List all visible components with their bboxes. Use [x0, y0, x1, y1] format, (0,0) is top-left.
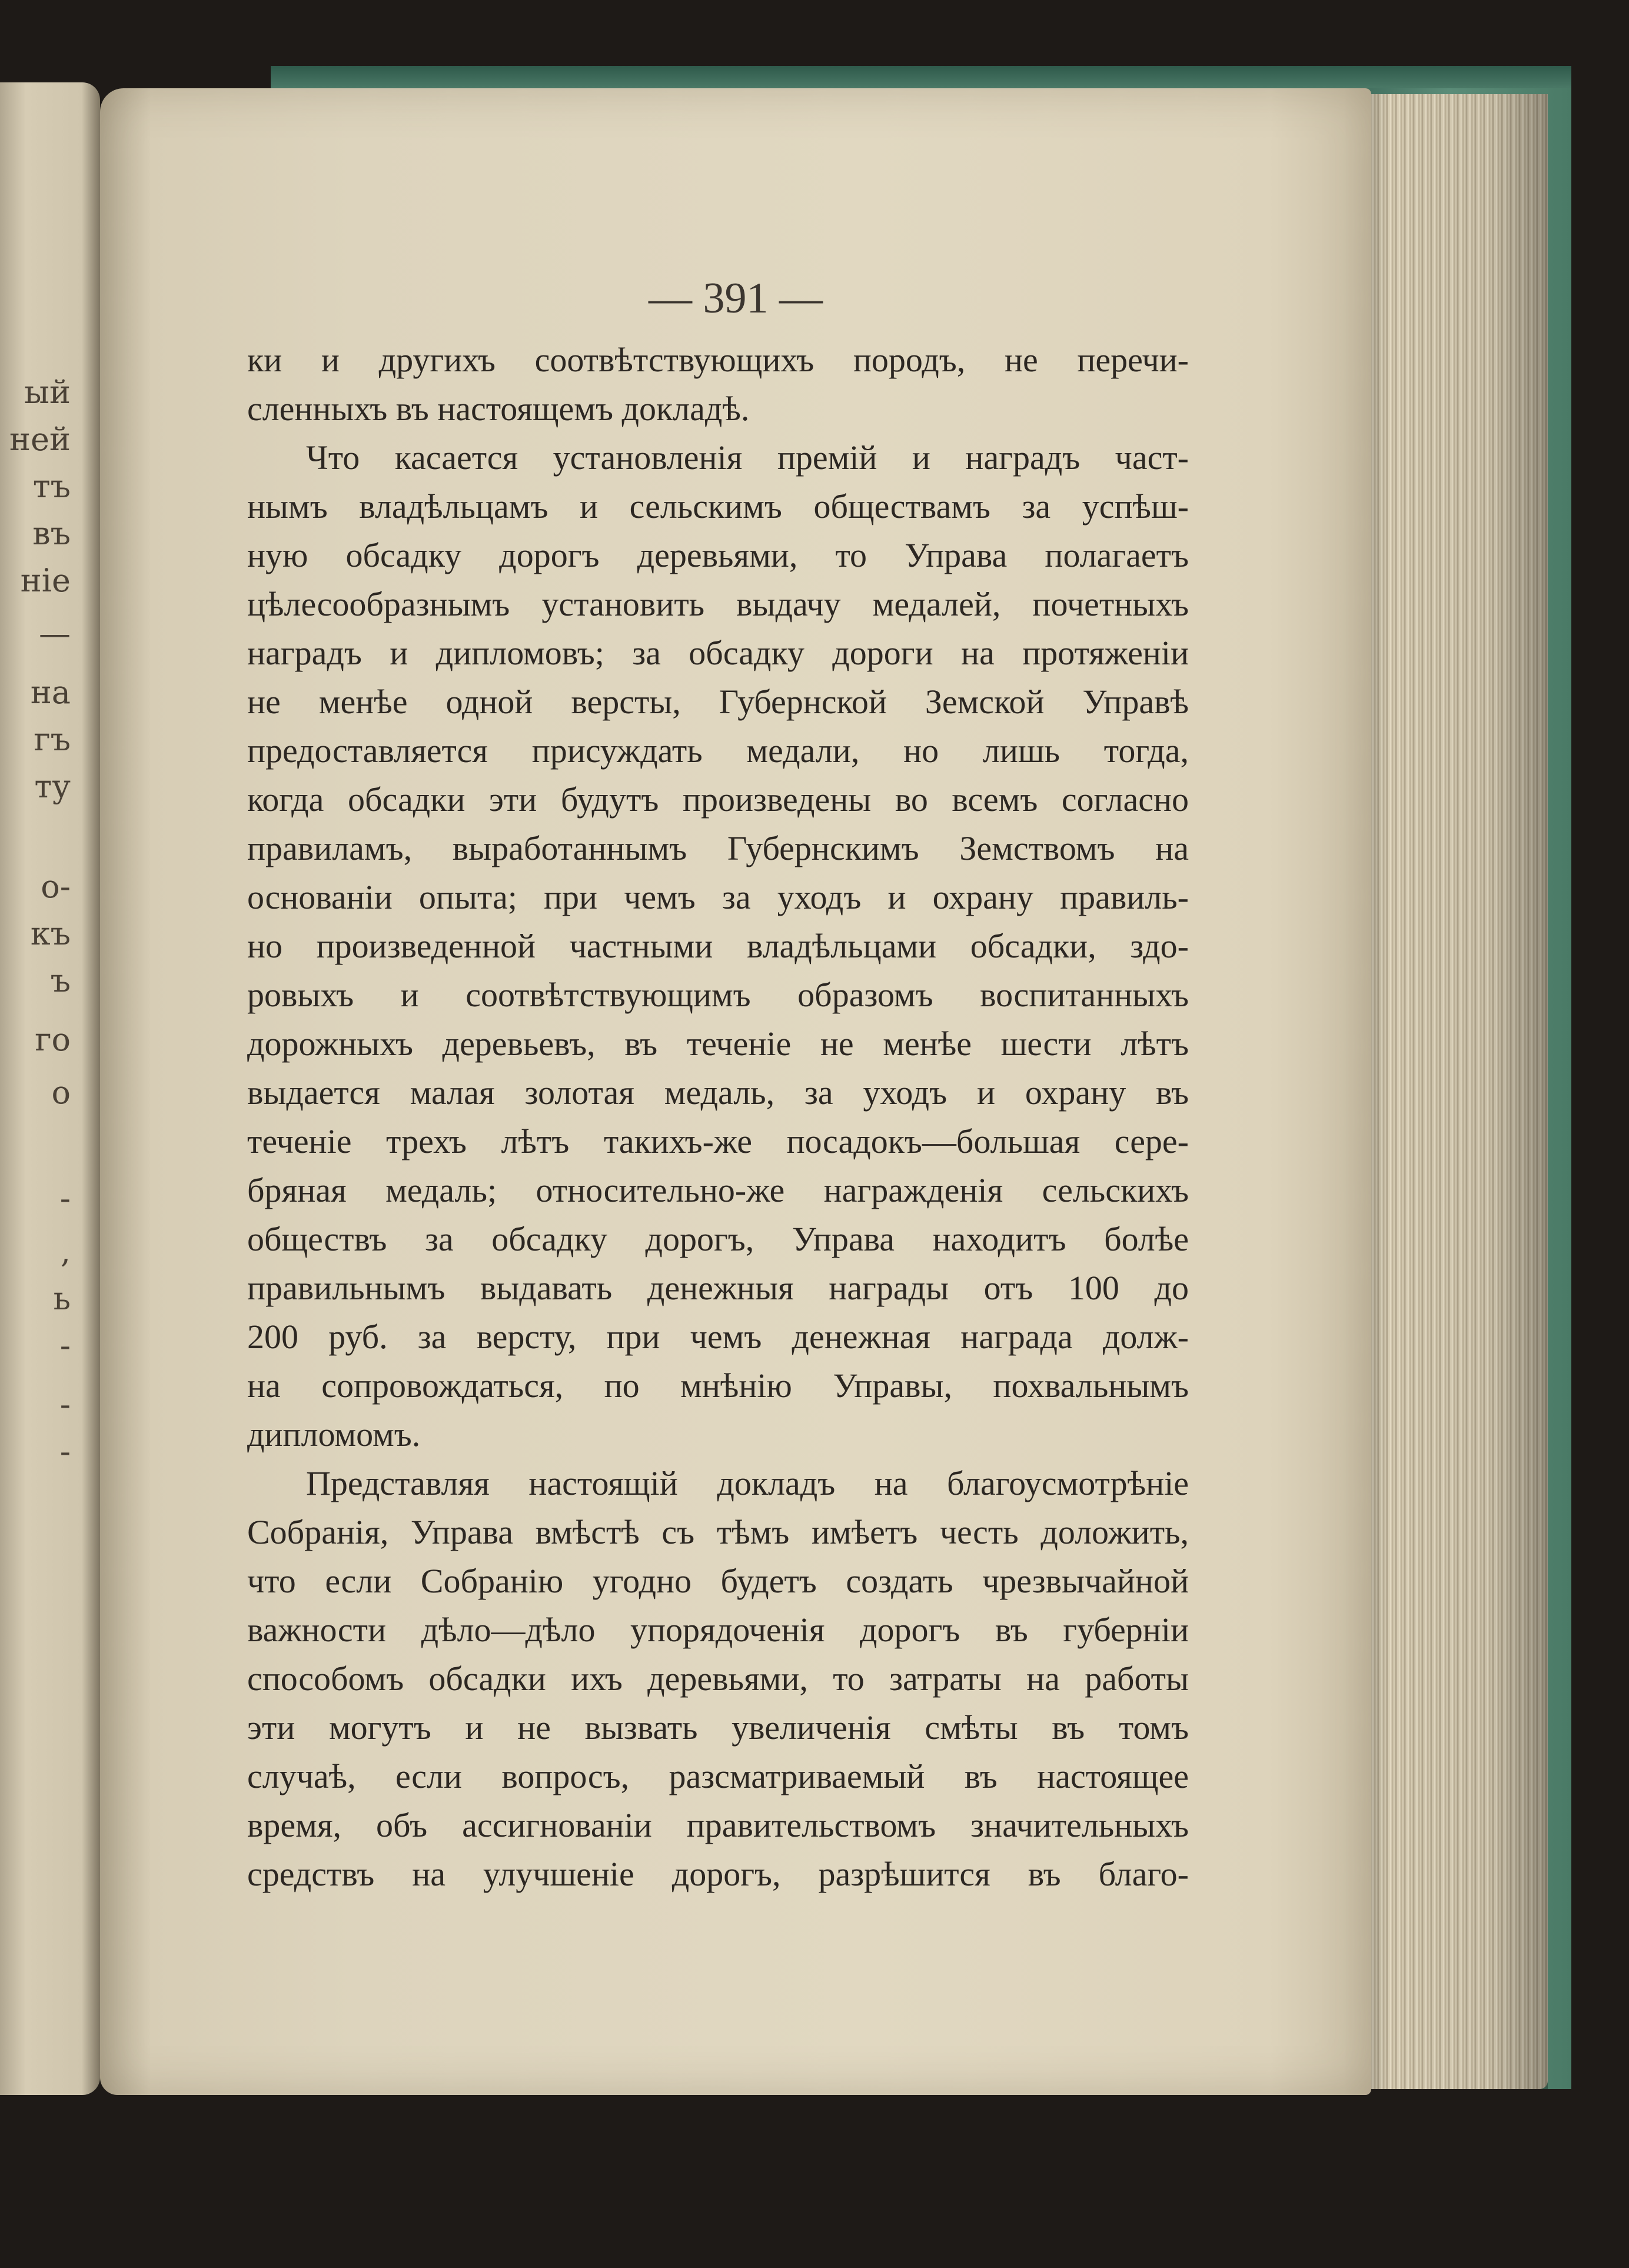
page-number: — 391 —	[649, 274, 823, 322]
text-line: эти могутъ и не вызвать увеличенія смѣты въ томъ	[247, 1708, 1189, 1747]
left-page-fragment: о	[51, 1074, 71, 1111]
left-page	[0, 82, 100, 2095]
text-line: наградъ и дипломовъ; за обсадку дороги на протяженіи	[247, 634, 1189, 672]
text-line: дипломомъ.	[247, 1415, 421, 1454]
text-line: обществъ за обсадку дорогъ, Управа находитъ болѣе	[247, 1220, 1189, 1258]
text-line: случаѣ, если вопросъ, разсматриваемый въ настоящее	[247, 1757, 1189, 1795]
left-page-fragment: ъ	[50, 962, 71, 999]
left-page-fragment: гъ	[34, 721, 71, 758]
text-line: сленныхъ въ настоящемъ докладѣ.	[247, 390, 750, 428]
left-page-fragment: ней	[9, 421, 71, 458]
page-text	[247, 335, 1189, 1898]
left-page-fragment: въ	[32, 515, 71, 552]
left-page-fragment: ый	[24, 374, 71, 411]
text-line: когда обсадки эти будутъ произведены во всемъ согласно	[247, 780, 1189, 819]
left-page-fragment: -	[59, 1386, 71, 1423]
text-line: Собранія, Управа вмѣстѣ съ тѣмъ имѣетъ честь доложить,	[247, 1513, 1189, 1551]
text-line: но произведенной частными владѣльцами обсадки, здо-	[247, 927, 1189, 965]
text-line: способомъ обсадки ихъ деревьями, то затраты на работы	[247, 1660, 1189, 1698]
text-line: дорожныхъ деревьевъ, въ теченіе не менѣе шести лѣтъ	[247, 1025, 1189, 1063]
text-line: Представляя настоящій докладъ на благоусмотрѣніе	[306, 1464, 1189, 1502]
text-line: правиламъ, выработаннымъ Губернскимъ Земствомъ на	[247, 829, 1189, 867]
left-page-fragment: ніе	[20, 562, 71, 599]
text-line: не менѣе одной версты, Губернской Земской Управѣ	[247, 683, 1189, 721]
text-line: 200 руб. за версту, при чемъ денежная награда долж-	[247, 1318, 1189, 1356]
left-page-fragment: къ	[30, 915, 71, 952]
left-page-fragment: ,	[60, 1233, 71, 1270]
text-line: правильнымъ выдавать денежныя награды отъ 100 до	[247, 1269, 1189, 1307]
text-line: важности дѣло—дѣло упорядоченія дорогъ въ губерніи	[247, 1611, 1189, 1649]
text-line: ровыхъ и соотвѣтствующимъ образомъ воспитанныхъ	[247, 976, 1189, 1014]
text-line: время, объ ассигнованіи правительствомъ значительныхъ	[247, 1806, 1189, 1844]
text-line: Что касается установленія премій и наградъ част-	[306, 438, 1189, 477]
text-line: ную обсадку дорогъ деревьями, то Управа полагаетъ	[247, 536, 1189, 574]
left-page-fragment: -	[59, 1327, 71, 1364]
book-page	[100, 88, 1371, 2095]
text-line: предоставляется присуждать медали, но лишь тогда,	[247, 731, 1189, 770]
left-page-fragment: тъ	[32, 468, 71, 505]
left-page-fragment: -	[59, 1180, 71, 1217]
text-line: теченіе трехъ лѣтъ такихъ-же посадокъ—большая сере-	[247, 1122, 1189, 1160]
left-page-fragment: ту	[34, 768, 71, 805]
left-page-fragment: о-	[41, 868, 71, 905]
text-line: ки и другихъ соотвѣтствующихъ породъ, не перечи-	[247, 341, 1189, 379]
text-line: основаніи опыта; при чемъ за уходъ и охрану правиль-	[247, 878, 1189, 916]
text-line: выдается малая золотая медаль, за уходъ и охрану въ	[247, 1073, 1189, 1112]
text-line: нымъ владѣльцамъ и сельскимъ обществамъ за успѣш-	[247, 487, 1189, 526]
text-line: на сопровождаться, по мнѣнію Управы, похвальнымъ	[247, 1366, 1189, 1405]
left-page-fragment: го	[35, 1021, 71, 1058]
page-edges	[1354, 94, 1548, 2089]
left-page-fragment: —	[39, 615, 71, 652]
text-line: что если Собранію угодно будетъ создать чрезвычайной	[247, 1562, 1189, 1600]
left-page-fragment: ь	[53, 1280, 71, 1317]
text-line: средствъ на улучшеніе дорогъ, разрѣшится въ благо-	[247, 1855, 1189, 1893]
text-line: цѣлесообразнымъ установить выдачу медалей, почетныхъ	[247, 585, 1189, 623]
left-page-fragment: -	[59, 1433, 71, 1470]
text-line: бряная медаль; относительно-же награжденія сельскихъ	[247, 1171, 1189, 1209]
left-page-fragment: на	[30, 674, 71, 711]
